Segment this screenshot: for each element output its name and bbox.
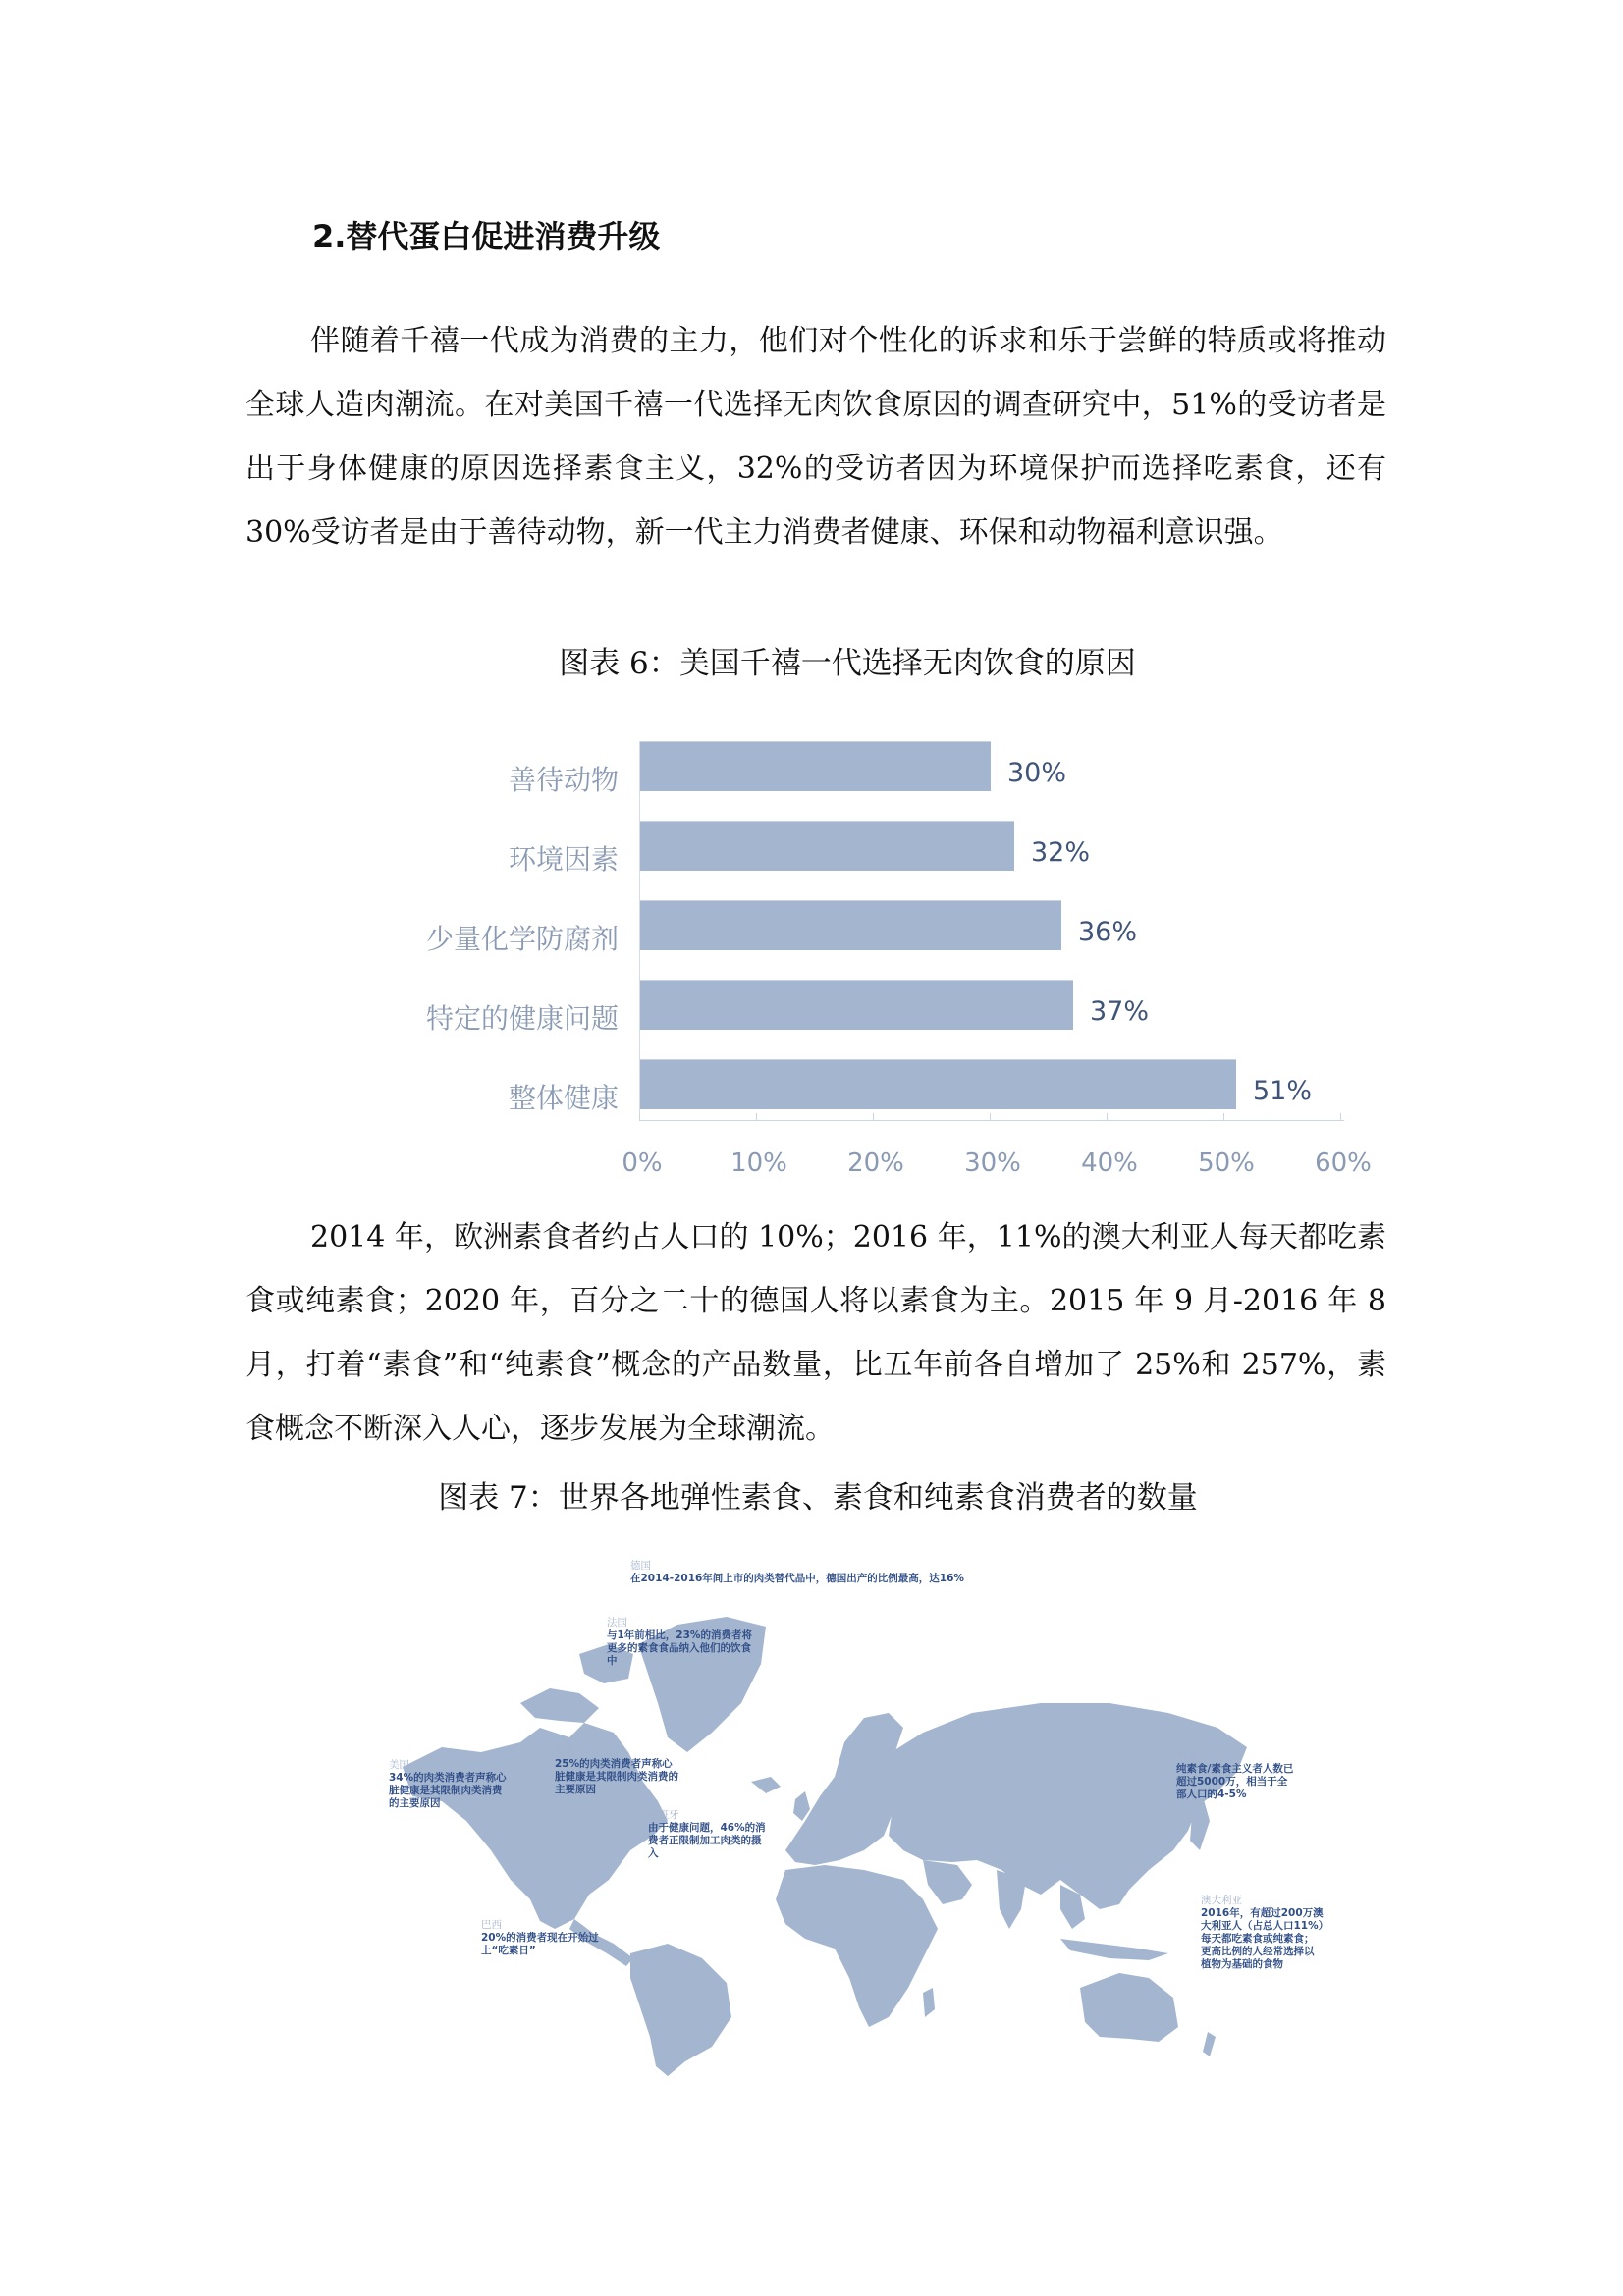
category-label: 少量化学防腐剂 [425, 923, 619, 955]
x-tick-label: 50% [1198, 1148, 1255, 1178]
note-country: 法国 [607, 1617, 627, 1629]
bar-animal-welfare [640, 741, 991, 791]
value-label: 36% [1078, 917, 1138, 947]
figure-6-caption: 图表 6：美国千禧一代选择无肉饮食的原因 [559, 646, 1136, 681]
world-map-figure [373, 1556, 1355, 2076]
paragraph-millennials: 伴随着千禧一代成为消费的主力，他们对个性化的诉求和乐于尝鲜的特质或将推动全球人造肉潮流。在对美国千禧一代选择无肉饮食原因的调查研究中，51%的受访者是出于身体健康的原因选择素食主义，32%的受访者因为环境保护而选择吃素食，还有 30%受访者是由于善待动物，新一代主力消费者健康、环保和动物福利意识强。 [245, 324, 1386, 550]
note-text: 由于健康问题，46%的消费者正限制加工肉类的摄入 [648, 1822, 766, 1859]
bar-environment [640, 821, 1014, 871]
value-label: 37% [1090, 996, 1150, 1027]
bar-specific-health [640, 980, 1073, 1030]
note-text: 在2014-2016年间上市的肉类替代品中，德国出产的比例最高，达16% [630, 1573, 964, 1584]
note-text: 34%的肉类消费者声称心脏健康是其限制肉类消费的主要原因 [389, 1772, 507, 1809]
bar-chart-meatless-reasons [373, 717, 1394, 1198]
x-axis-line [639, 1120, 1344, 1121]
map-note-france [607, 1617, 759, 1668]
map-note-brazil [481, 1919, 599, 1957]
map-note-usa [389, 1759, 512, 1810]
category-label: 整体健康 [508, 1082, 619, 1114]
bar-overall-health [640, 1059, 1236, 1109]
note-country: 中国 [1176, 1750, 1197, 1762]
category-label: 环境因素 [508, 843, 619, 876]
section-heading: 2.替代蛋白促进消费升级 [312, 218, 661, 255]
value-label: 51% [1253, 1076, 1313, 1106]
value-label: 30% [1007, 758, 1067, 788]
category-label: 特定的健康问题 [425, 1002, 619, 1035]
note-text: 与1年前相比，23%的消费者将更多的素食食品纳入他们的饮食中 [607, 1629, 752, 1667]
category-label: 善待动物 [508, 764, 619, 796]
note-text: 纯素食/素食主义者人数已超过5000万，相当于全部人口的4-5% [1176, 1763, 1294, 1800]
note-country: 德国 [630, 1560, 651, 1572]
note-text: 25%的肉类消费者声称心脏健康是其限制肉类消费的主要原因 [555, 1758, 678, 1795]
x-tick [990, 1113, 991, 1121]
map-note-germany [630, 1560, 1043, 1585]
x-tick [639, 1113, 640, 1121]
x-tick [756, 1113, 757, 1121]
bar-preservatives [640, 900, 1061, 950]
x-tick-label: 0% [622, 1148, 663, 1178]
map-note-china [1176, 1750, 1294, 1801]
world-map-icon [373, 1556, 1355, 2076]
x-tick [1223, 1113, 1224, 1121]
figure-7-caption: 图表 7：世界各地弹性素食、素食和纯素食消费者的数量 [438, 1480, 1198, 1516]
map-note-australia [1201, 1895, 1324, 1971]
value-label: 32% [1031, 837, 1091, 868]
x-tick [1340, 1113, 1341, 1121]
map-note-spain [648, 1809, 766, 1860]
note-country: 澳大利亚 [1201, 1895, 1242, 1906]
x-tick-label: 60% [1315, 1148, 1372, 1178]
x-tick-label: 30% [964, 1148, 1021, 1178]
x-tick-label: 40% [1081, 1148, 1138, 1178]
note-country: 英国 [555, 1745, 575, 1757]
note-text: 20%的消费者现在开始过上“吃素日” [481, 1932, 599, 1956]
note-country: 美国 [389, 1759, 409, 1771]
x-tick [1107, 1113, 1108, 1121]
x-tick [873, 1113, 874, 1121]
note-country: 巴西 [481, 1919, 502, 1931]
x-tick-label: 20% [847, 1148, 904, 1178]
map-note-uk [555, 1745, 682, 1796]
note-text: 2016年，有超过200万澳大利亚人（占总人口11%）每天都吃素食或纯素食；更高比例的人经常选择以植物为基础的食物 [1201, 1907, 1324, 1970]
x-tick-label: 10% [730, 1148, 787, 1178]
paragraph-vegetarian-trend: 2014 年，欧洲素食者约占人口的 10%；2016 年，11%的澳大利亚人每天都吃素食或纯素食；2020 年，百分之二十的德国人将以素食为主。2015 年 9 月-2016 年 8 月，打着“素食”和“纯素食”概念的产品数量，比五年前各自增加了 25%和 257%，素食概念不断深入人心，逐步发展为全球潮流。 [245, 1220, 1386, 1446]
note-country: 西班牙 [648, 1809, 679, 1821]
